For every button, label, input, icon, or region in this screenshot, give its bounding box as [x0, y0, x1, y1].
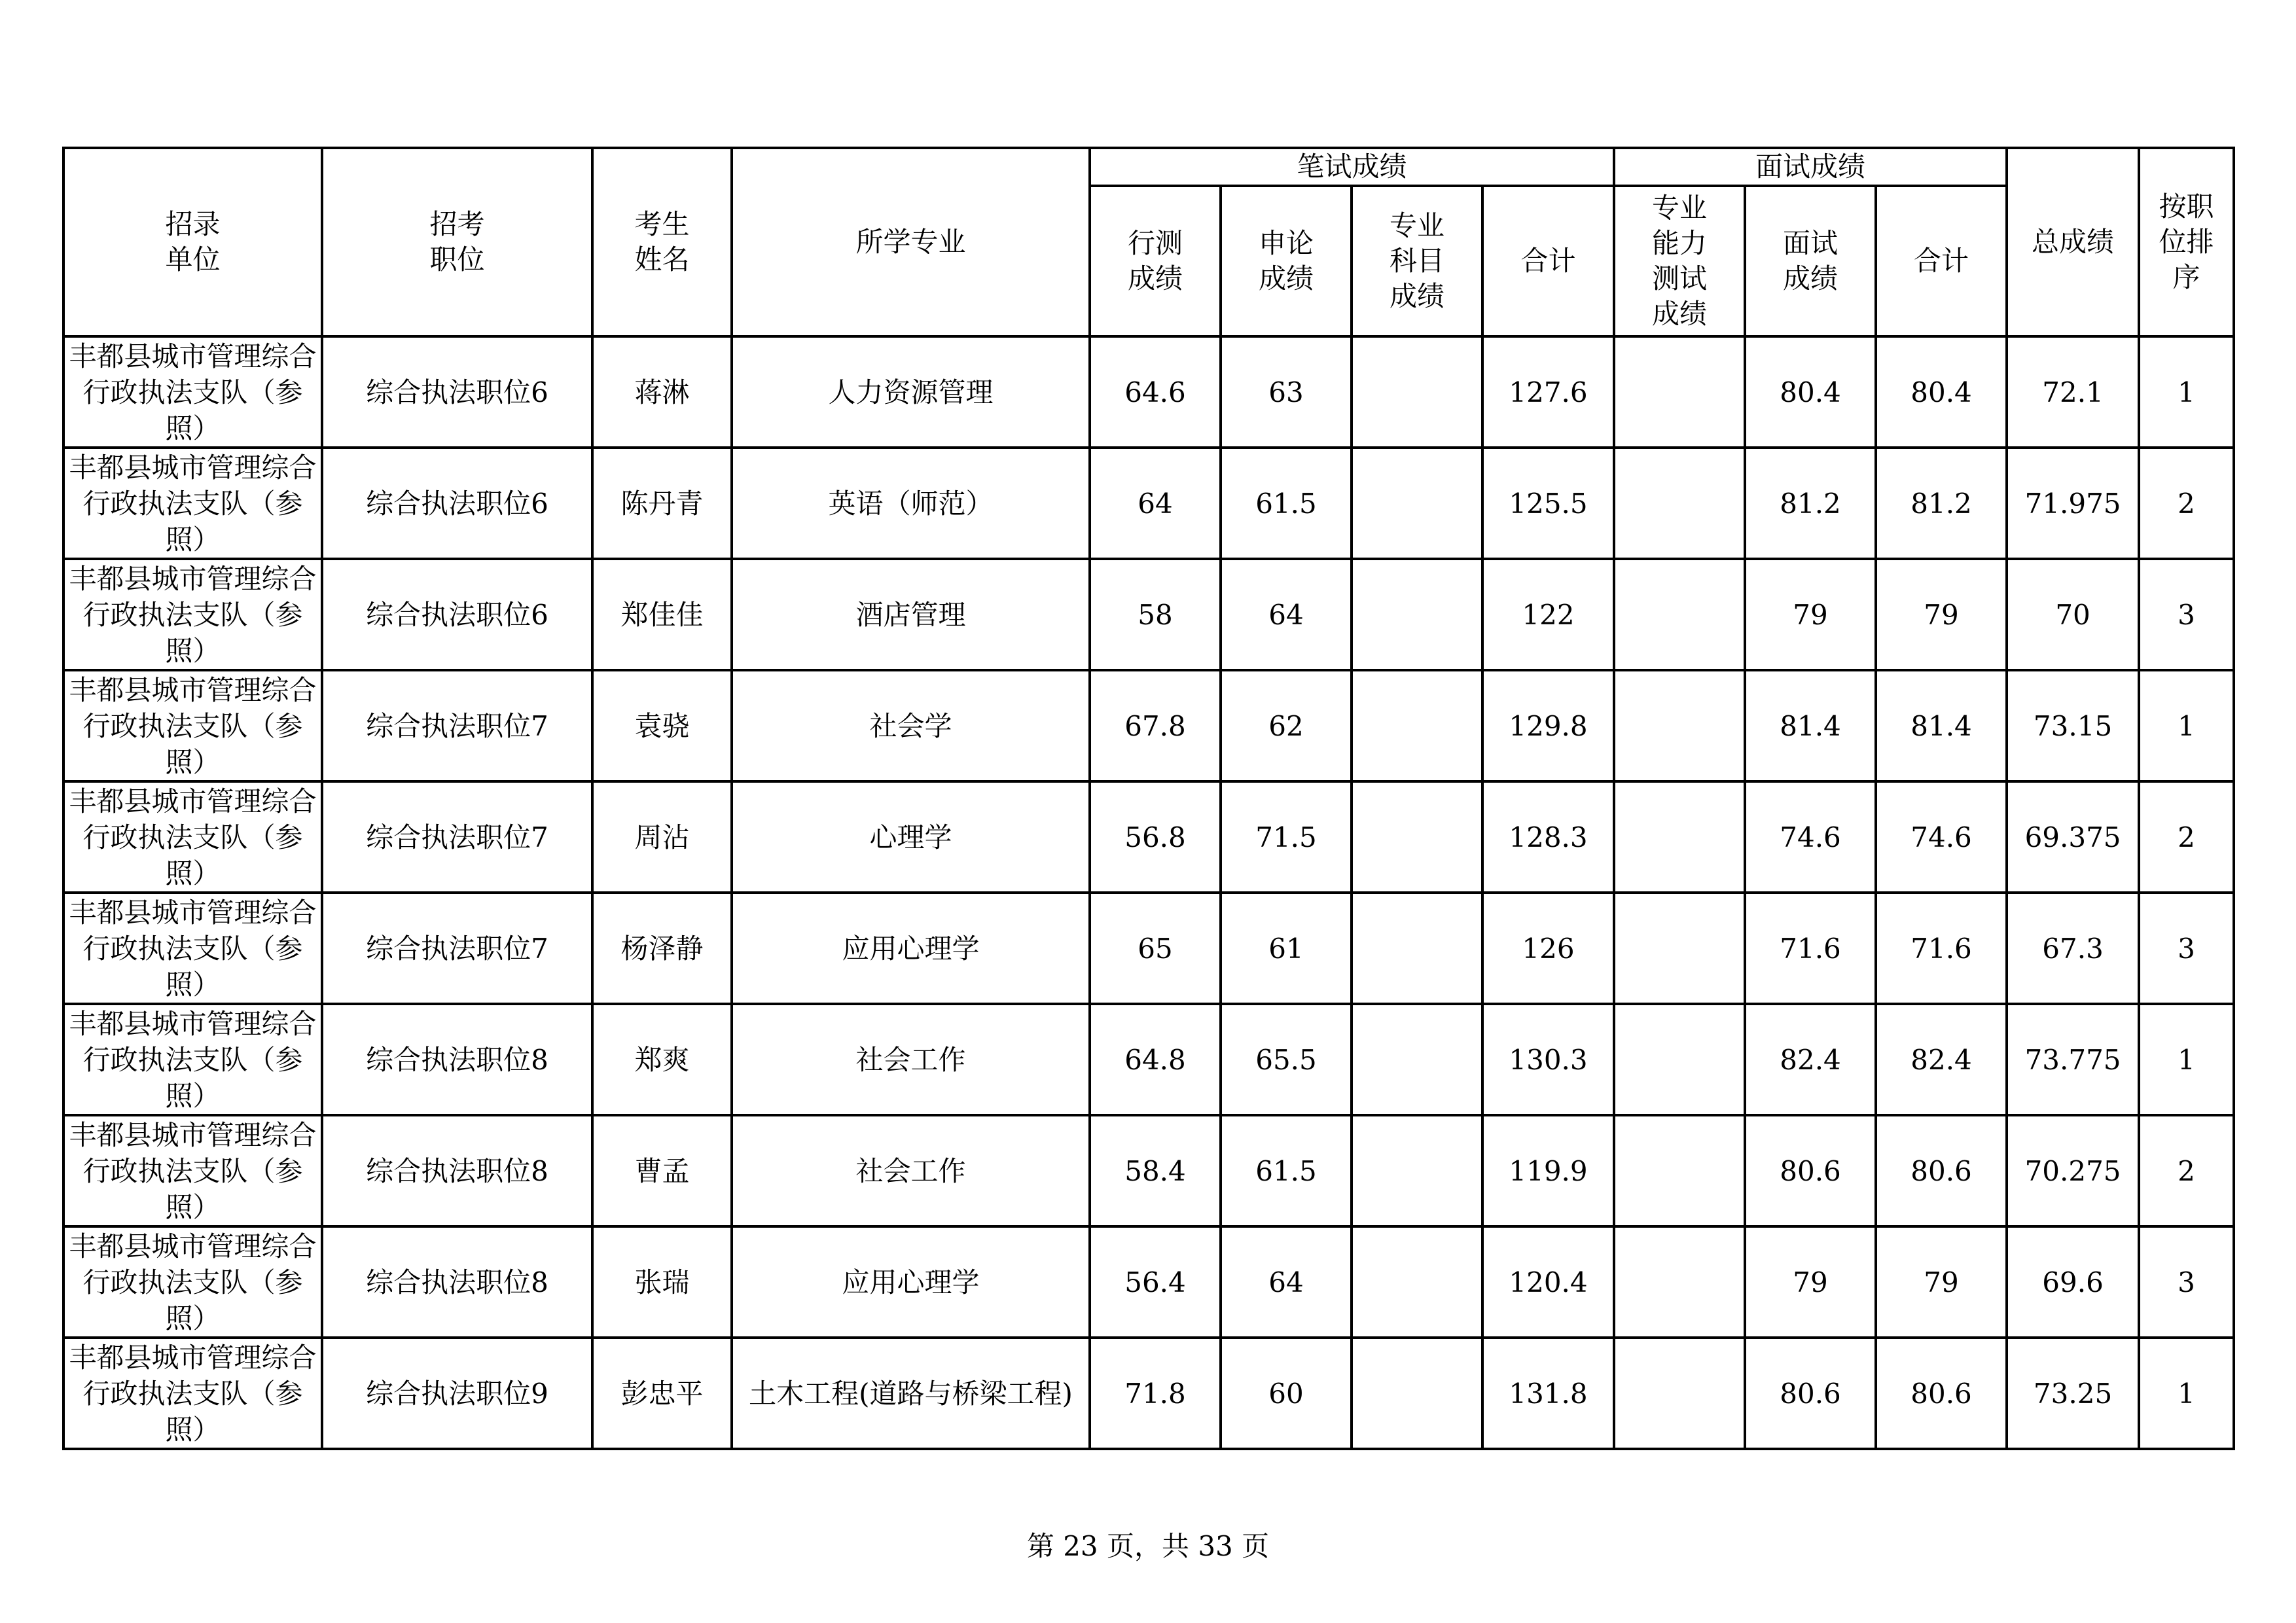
table-body: [63, 336, 2234, 1449]
cell-rank: 2: [2139, 448, 2234, 559]
cell-interview: 80.4: [1745, 336, 1876, 448]
cell-interview-total: 81.4: [1876, 670, 2007, 781]
cell-overall: 71.975: [2007, 448, 2139, 559]
score-table: [62, 147, 2235, 1450]
cell-overall: 67.3: [2007, 893, 2139, 1004]
cell-overall: 69.6: [2007, 1226, 2139, 1338]
cell-interview: 74.6: [1745, 781, 1876, 893]
cell-major: 社会学: [732, 670, 1090, 781]
cell-unit: 丰都县城市管理综合行政执法支队（参照）: [63, 1226, 322, 1338]
cell-position: 综合执法职位7: [322, 893, 592, 1004]
table-row: [63, 559, 2234, 670]
cell-xingce: 67.8: [1090, 670, 1221, 781]
cell-xingce: 65: [1090, 893, 1221, 1004]
cell-overall: 72.1: [2007, 336, 2139, 448]
cell-interview-total: 80.6: [1876, 1115, 2007, 1226]
table-row: [63, 893, 2234, 1004]
cell-ability: [1614, 559, 1745, 670]
cell-position: 综合执法职位8: [322, 1004, 592, 1115]
cell-rank: 1: [2139, 1004, 2234, 1115]
cell-subject: [1352, 559, 1482, 670]
header-unit: 招录 单位: [63, 148, 322, 336]
header-written-group: 笔试成绩: [1090, 148, 1614, 186]
cell-written-total: 128.3: [1482, 781, 1614, 893]
table-row: [63, 1226, 2234, 1338]
cell-position: 综合执法职位7: [322, 781, 592, 893]
table-row: [63, 670, 2234, 781]
cell-major: 应用心理学: [732, 893, 1090, 1004]
cell-overall: 70.275: [2007, 1115, 2139, 1226]
cell-name: 周沾: [592, 781, 732, 893]
cell-rank: 1: [2139, 670, 2234, 781]
cell-unit: 丰都县城市管理综合行政执法支队（参照）: [63, 1338, 322, 1449]
cell-name: 袁骁: [592, 670, 732, 781]
cell-overall: 73.775: [2007, 1004, 2139, 1115]
cell-shenlun: 65.5: [1221, 1004, 1352, 1115]
cell-major: 土木工程(道路与桥梁工程): [732, 1338, 1090, 1449]
cell-interview: 80.6: [1745, 1338, 1876, 1449]
cell-name: 杨泽静: [592, 893, 732, 1004]
header-written-total: 合计: [1482, 186, 1614, 336]
header-row-group: [63, 148, 2234, 186]
cell-rank: 3: [2139, 1226, 2234, 1338]
cell-written-total: 131.8: [1482, 1338, 1614, 1449]
cell-shenlun: 61.5: [1221, 1115, 1352, 1226]
cell-name: 曹孟: [592, 1115, 732, 1226]
cell-written-total: 120.4: [1482, 1226, 1614, 1338]
table-row: [63, 448, 2234, 559]
cell-position: 综合执法职位6: [322, 336, 592, 448]
header-written-xingce: 行测 成绩: [1090, 186, 1221, 336]
cell-interview-total: 71.6: [1876, 893, 2007, 1004]
cell-name: 陈丹青: [592, 448, 732, 559]
cell-written-total: 126: [1482, 893, 1614, 1004]
cell-position: 综合执法职位8: [322, 1226, 592, 1338]
cell-major: 应用心理学: [732, 1226, 1090, 1338]
cell-ability: [1614, 1226, 1745, 1338]
cell-unit: 丰都县城市管理综合行政执法支队（参照）: [63, 1115, 322, 1226]
cell-shenlun: 62: [1221, 670, 1352, 781]
cell-subject: [1352, 448, 1482, 559]
cell-interview: 82.4: [1745, 1004, 1876, 1115]
table-row: [63, 1004, 2234, 1115]
cell-subject: [1352, 1226, 1482, 1338]
header-interview-total: 合计: [1876, 186, 2007, 336]
cell-major: 社会工作: [732, 1115, 1090, 1226]
cell-position: 综合执法职位7: [322, 670, 592, 781]
cell-ability: [1614, 1004, 1745, 1115]
cell-unit: 丰都县城市管理综合行政执法支队（参照）: [63, 559, 322, 670]
cell-interview: 80.6: [1745, 1115, 1876, 1226]
cell-xingce: 64.6: [1090, 336, 1221, 448]
table-row: [63, 1115, 2234, 1226]
cell-interview-total: 82.4: [1876, 1004, 2007, 1115]
cell-interview-total: 80.6: [1876, 1338, 2007, 1449]
cell-interview: 81.4: [1745, 670, 1876, 781]
header-written-subject: 专业 科目 成绩: [1352, 186, 1482, 336]
cell-shenlun: 60: [1221, 1338, 1352, 1449]
table-row: [63, 336, 2234, 448]
cell-shenlun: 64: [1221, 559, 1352, 670]
cell-rank: 3: [2139, 893, 2234, 1004]
cell-unit: 丰都县城市管理综合行政执法支队（参照）: [63, 448, 322, 559]
cell-rank: 1: [2139, 1338, 2234, 1449]
cell-ability: [1614, 1338, 1745, 1449]
cell-written-total: 125.5: [1482, 448, 1614, 559]
cell-ability: [1614, 781, 1745, 893]
header-interview-score: 面试 成绩: [1745, 186, 1876, 336]
cell-interview-total: 79: [1876, 559, 2007, 670]
cell-position: 综合执法职位9: [322, 1338, 592, 1449]
cell-shenlun: 71.5: [1221, 781, 1352, 893]
cell-shenlun: 61: [1221, 893, 1352, 1004]
cell-rank: 3: [2139, 559, 2234, 670]
table-row: [63, 781, 2234, 893]
cell-major: 英语（师范）: [732, 448, 1090, 559]
cell-subject: [1352, 670, 1482, 781]
cell-written-total: 129.8: [1482, 670, 1614, 781]
cell-overall: 69.375: [2007, 781, 2139, 893]
cell-written-total: 122: [1482, 559, 1614, 670]
cell-xingce: 58.4: [1090, 1115, 1221, 1226]
cell-interview-total: 81.2: [1876, 448, 2007, 559]
cell-name: 郑爽: [592, 1004, 732, 1115]
cell-position: 综合执法职位8: [322, 1115, 592, 1226]
cell-interview-total: 74.6: [1876, 781, 2007, 893]
header-position: 招考 职位: [322, 148, 592, 336]
cell-written-total: 119.9: [1482, 1115, 1614, 1226]
cell-shenlun: 64: [1221, 1226, 1352, 1338]
cell-overall: 70: [2007, 559, 2139, 670]
header-rank: 按职 位排 序: [2139, 148, 2234, 336]
cell-rank: 2: [2139, 1115, 2234, 1226]
cell-overall: 73.25: [2007, 1338, 2139, 1449]
cell-shenlun: 61.5: [1221, 448, 1352, 559]
cell-interview: 79: [1745, 1226, 1876, 1338]
cell-overall: 73.15: [2007, 670, 2139, 781]
cell-unit: 丰都县城市管理综合行政执法支队（参照）: [63, 670, 322, 781]
cell-name: 蒋淋: [592, 336, 732, 448]
cell-shenlun: 63: [1221, 336, 1352, 448]
cell-subject: [1352, 893, 1482, 1004]
cell-position: 综合执法职位6: [322, 448, 592, 559]
cell-ability: [1614, 336, 1745, 448]
cell-subject: [1352, 336, 1482, 448]
cell-xingce: 64: [1090, 448, 1221, 559]
page-footer: 第 23 页，共 33 页: [1026, 1530, 1270, 1562]
cell-rank: 2: [2139, 781, 2234, 893]
table-row: [63, 1338, 2234, 1449]
cell-unit: 丰都县城市管理综合行政执法支队（参照）: [63, 781, 322, 893]
cell-name: 张瑞: [592, 1226, 732, 1338]
cell-xingce: 71.8: [1090, 1338, 1221, 1449]
cell-ability: [1614, 1115, 1745, 1226]
cell-xingce: 56.8: [1090, 781, 1221, 893]
table-header: [63, 148, 2234, 336]
cell-ability: [1614, 448, 1745, 559]
cell-name: 郑佳佳: [592, 559, 732, 670]
cell-name: 彭忠平: [592, 1338, 732, 1449]
header-major: 所学专业: [732, 148, 1090, 336]
cell-interview-total: 80.4: [1876, 336, 2007, 448]
cell-ability: [1614, 670, 1745, 781]
cell-xingce: 56.4: [1090, 1226, 1221, 1338]
cell-xingce: 64.8: [1090, 1004, 1221, 1115]
header-interview-group: 面试成绩: [1614, 148, 2007, 186]
cell-written-total: 127.6: [1482, 336, 1614, 448]
cell-ability: [1614, 893, 1745, 1004]
cell-major: 人力资源管理: [732, 336, 1090, 448]
cell-written-total: 130.3: [1482, 1004, 1614, 1115]
cell-rank: 1: [2139, 336, 2234, 448]
header-name: 考生 姓名: [592, 148, 732, 336]
cell-xingce: 58: [1090, 559, 1221, 670]
cell-interview: 81.2: [1745, 448, 1876, 559]
cell-unit: 丰都县城市管理综合行政执法支队（参照）: [63, 1004, 322, 1115]
header-interview-ability: 专业 能力 测试 成绩: [1614, 186, 1745, 336]
cell-unit: 丰都县城市管理综合行政执法支队（参照）: [63, 893, 322, 1004]
cell-position: 综合执法职位6: [322, 559, 592, 670]
cell-major: 酒店管理: [732, 559, 1090, 670]
cell-interview: 79: [1745, 559, 1876, 670]
cell-major: 社会工作: [732, 1004, 1090, 1115]
header-written-shenlun: 申论 成绩: [1221, 186, 1352, 336]
cell-subject: [1352, 781, 1482, 893]
cell-subject: [1352, 1004, 1482, 1115]
cell-interview: 71.6: [1745, 893, 1876, 1004]
cell-subject: [1352, 1115, 1482, 1226]
cell-major: 心理学: [732, 781, 1090, 893]
cell-subject: [1352, 1338, 1482, 1449]
cell-unit: 丰都县城市管理综合行政执法支队（参照）: [63, 336, 322, 448]
cell-interview-total: 79: [1876, 1226, 2007, 1338]
header-overall: 总成绩: [2007, 148, 2139, 336]
